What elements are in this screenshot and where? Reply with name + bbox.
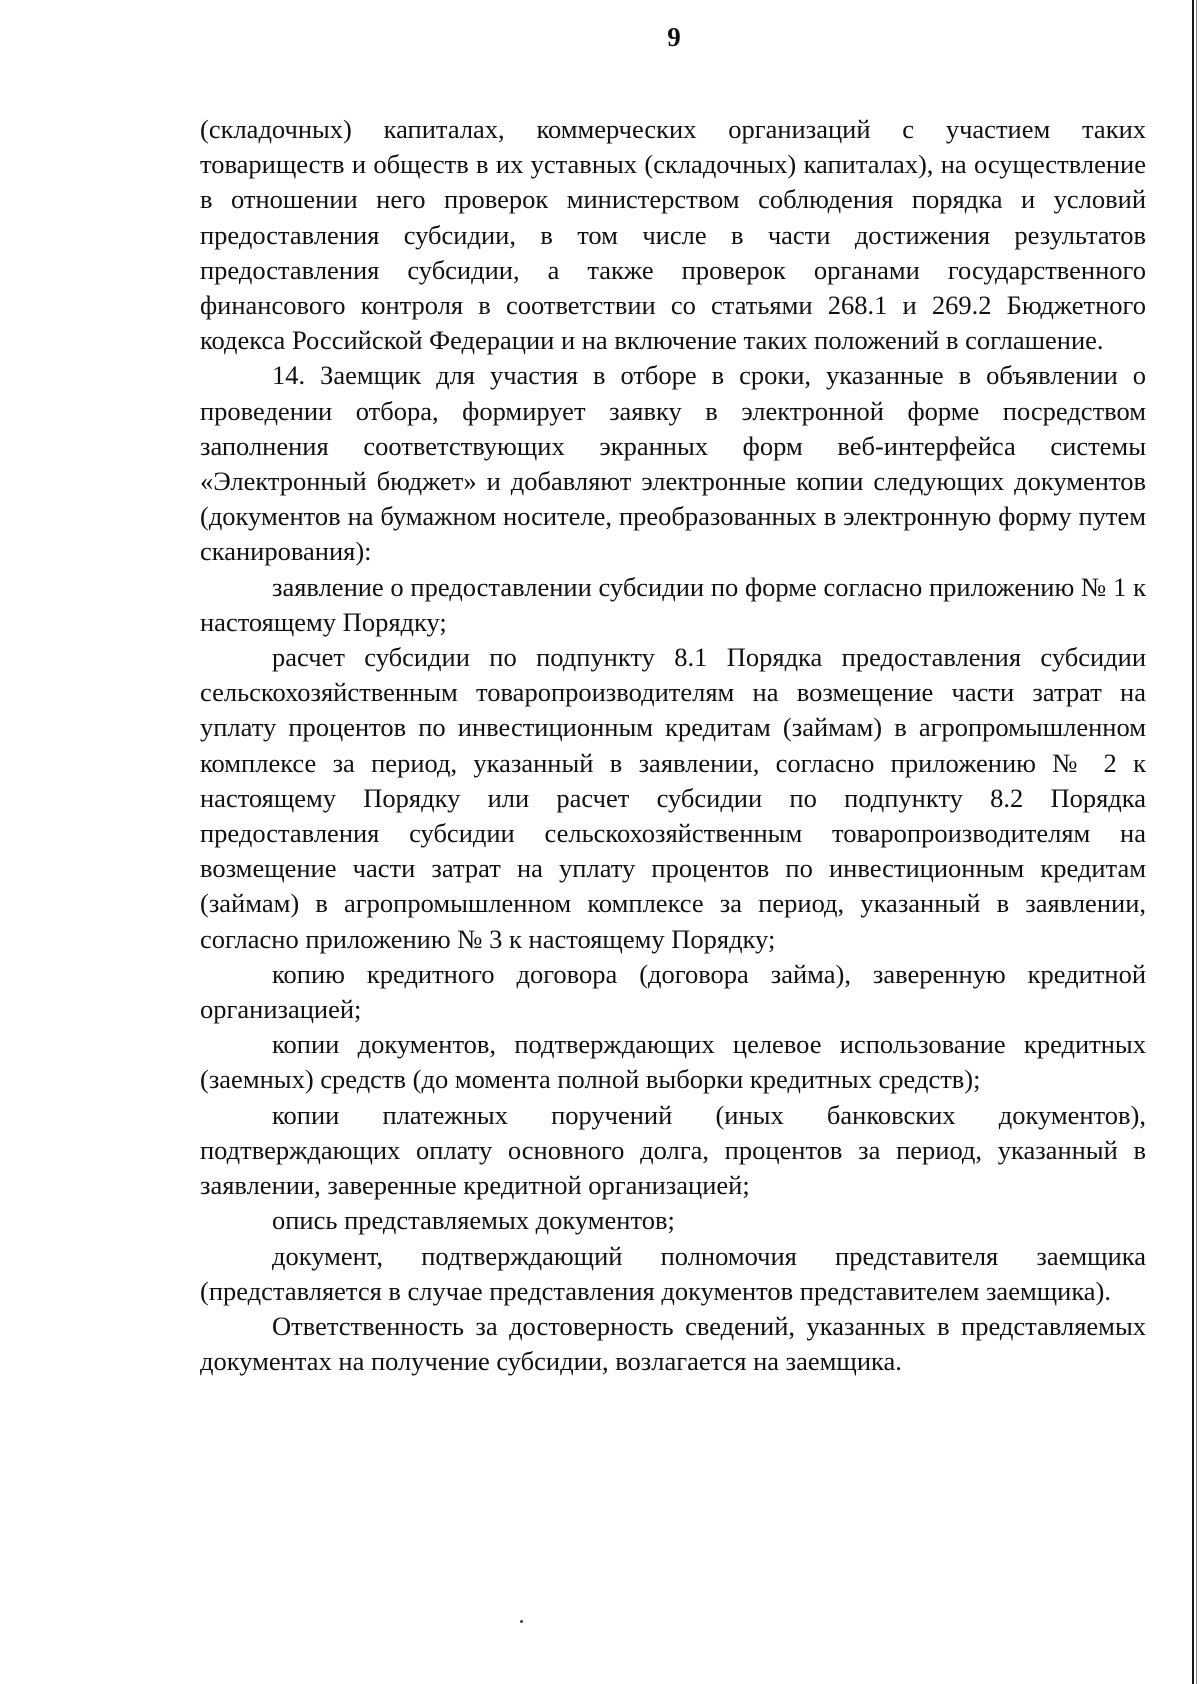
paragraph: копию кредитного договора (договора займа), заверенную кредитной организацией; bbox=[200, 958, 1146, 1025]
document-body bbox=[200, 112, 1146, 1379]
paragraph: 14. Заемщик для участия в отборе в сроки, указанные в объявлении о проведении отбора, формирует заявку в электронной форме посредством заполнения соответствующих экранных форм веб-интерфейса системы «Электронный бюджет» и добавляют электронные копии следующих документов (документов на бумажном носителе, преобразованных в электронную форму путем сканирования): bbox=[200, 360, 1146, 567]
paragraph: опись представляемых документов; bbox=[272, 1205, 675, 1236]
paragraph: (складочных) капиталах, коммерческих организаций с участием таких товариществ и обществ в их уставных (складочных) капиталах), на осуществление в отношении него проверок министерством соблюдения порядка и условий предоставления субсидии, в том числе в части достижения результатов предоставления субсидии, а также проверок органами государственного финансового контроля в соответствии со статьями 268.1 и 269.2 Бюджетного кодекса Российской Федерации и на включение таких положений в соглашение. bbox=[200, 114, 1146, 356]
paragraph: копии платежных поручений (иных банковских документов), подтверждающих оплату основного долга, процентов за период, указанный в заявлении, заверенные кредитной организацией; bbox=[200, 1099, 1146, 1201]
scan-speck bbox=[520, 1620, 523, 1623]
scan-edge-shadow bbox=[1196, 0, 1197, 1684]
paragraph: Ответственность за достоверность сведений, указанных в представляемых документах на получение субсидии, возлагается на заемщика. bbox=[200, 1310, 1146, 1377]
paragraph: расчет субсидии по подпункту 8.1 Порядка предоставления субсидии сельскохозяйственным товаропроизводителям на возмещение части затрат на уплату процентов по инвестиционным кредитам (займам) в агропромышленном комплексе за период, указанный в заявлении, согласно приложению № 2 к настоящему Порядку или расчет субсидии по подпункту 8.2 Порядка предоставления субсидии сельскохозяйственным товаропроизводителям на возмещение части затрат на уплату процентов по инвестиционным кредитам (займам) в агропромышленном комплексе за период, указанный в заявлении, согласно приложению № 3 к настоящему Порядку; bbox=[200, 642, 1146, 954]
paragraph: документ, подтверждающий полномочия представителя заемщика (представляется в случае представления документов представителем заемщика). bbox=[200, 1240, 1146, 1306]
paragraph: заявление о предоставлении субсидии по форме согласно приложению № 1 к настоящему Порядку; bbox=[200, 571, 1146, 637]
page-number: 9 bbox=[667, 22, 681, 52]
scan-edge-line bbox=[1192, 0, 1194, 1684]
paragraph: копии документов, подтверждающих целевое использование кредитных (заемных) средств (до момента полной выборки кредитных средств); bbox=[200, 1029, 1146, 1095]
